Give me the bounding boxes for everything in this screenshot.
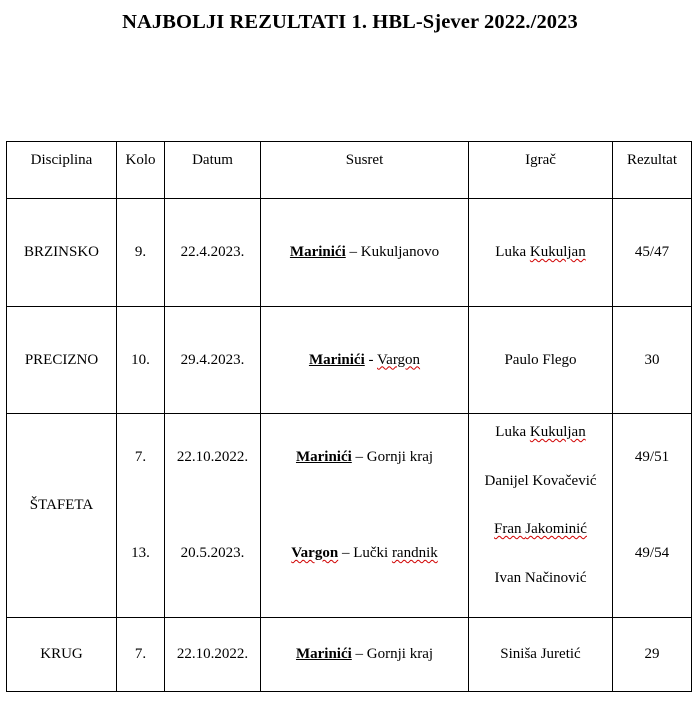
home-team: Marinići xyxy=(308,351,365,368)
player-first-name: Fran xyxy=(494,521,526,537)
datum-match-2: 20.5.2023. xyxy=(180,545,245,561)
cell-rezultat: 45/47 xyxy=(613,199,692,307)
table-row xyxy=(7,618,692,692)
match-separator: – xyxy=(351,449,367,465)
cell-igrac: Paulo Flego xyxy=(469,307,613,414)
datum-match-1: 22.10.2022. xyxy=(176,449,249,465)
table-row xyxy=(7,414,692,618)
cell-rezultat: 29 xyxy=(613,618,692,692)
cell-susret xyxy=(261,307,469,414)
player-first-name: Luka xyxy=(495,244,530,260)
header-disciplina: Disciplina xyxy=(7,142,117,199)
match-1 xyxy=(261,449,468,466)
cell-datum: 22.4.2023. xyxy=(165,199,261,307)
rezultat-match-2: 49/54 xyxy=(634,545,670,561)
cell-kolo: 7. xyxy=(117,618,165,692)
header-kolo: Kolo xyxy=(117,142,165,199)
cell-susret xyxy=(261,414,469,618)
player-last-name: Kukuljan xyxy=(529,424,586,440)
away-team-last: randnik xyxy=(391,545,438,561)
disciplina-label: ŠTAFETA xyxy=(29,497,94,513)
match-2 xyxy=(261,545,468,562)
cell-disciplina: PRECIZNO xyxy=(7,307,117,414)
table-row xyxy=(7,199,692,307)
player-1 xyxy=(469,424,612,441)
cell-disciplina: KRUG xyxy=(7,618,117,692)
rezultat-match-1: 49/51 xyxy=(634,449,670,465)
cell-datum xyxy=(165,414,261,618)
home-team: Marinići xyxy=(289,244,346,260)
away-team: Gornji kraj xyxy=(366,449,434,465)
player-4: Ivan Načinović xyxy=(494,570,587,586)
table-header-row xyxy=(7,142,692,199)
home-team: Marinići xyxy=(295,646,352,662)
table-row xyxy=(7,307,692,414)
match-separator: – xyxy=(338,545,354,561)
away-team: Kukuljanovo xyxy=(360,244,440,260)
player-last-name: Jakominić xyxy=(525,521,587,537)
cell-igrac: Siniša Juretić xyxy=(469,618,613,692)
kolo-match-2: 13. xyxy=(131,545,150,561)
cell-kolo xyxy=(117,414,165,618)
cell-kolo: 9. xyxy=(117,199,165,307)
home-team: Vargon xyxy=(291,545,339,561)
cell-rezultat xyxy=(613,414,692,618)
home-team: Marinići xyxy=(295,449,352,465)
cell-susret xyxy=(261,199,469,307)
cell-igrac xyxy=(469,199,613,307)
cell-igrac xyxy=(469,414,613,618)
header-rezultat: Rezultat xyxy=(613,142,692,199)
cell-rezultat: 30 xyxy=(613,307,692,414)
cell-disciplina xyxy=(7,414,117,618)
player-last-name: Kukuljan xyxy=(529,244,586,260)
match-separator: – xyxy=(351,646,367,662)
player-2: Danijel Kovačević xyxy=(484,473,597,489)
cell-disciplina: BRZINSKO xyxy=(7,199,117,307)
page-title: NAJBOLJI REZULTATI 1. HBL-Sjever 2022./2023 xyxy=(122,11,578,33)
player-3 xyxy=(469,521,612,538)
results-table xyxy=(6,141,692,692)
cell-datum: 22.10.2022. xyxy=(165,618,261,692)
player-first-name: Luka xyxy=(495,424,530,440)
match-separator: - xyxy=(364,351,377,368)
away-team-first: Lučki xyxy=(353,545,392,561)
cell-susret xyxy=(261,618,469,692)
away-team: Gornji kraj xyxy=(366,646,434,662)
cell-datum: 29.4.2023. xyxy=(165,307,261,414)
match-separator: – xyxy=(345,244,361,260)
header-igrac: Igrač xyxy=(469,142,613,199)
header-susret: Susret xyxy=(261,142,469,199)
away-team: Vargon xyxy=(377,351,421,368)
kolo-match-1: 7. xyxy=(134,449,147,465)
cell-kolo: 10. xyxy=(117,307,165,414)
header-datum: Datum xyxy=(165,142,261,199)
